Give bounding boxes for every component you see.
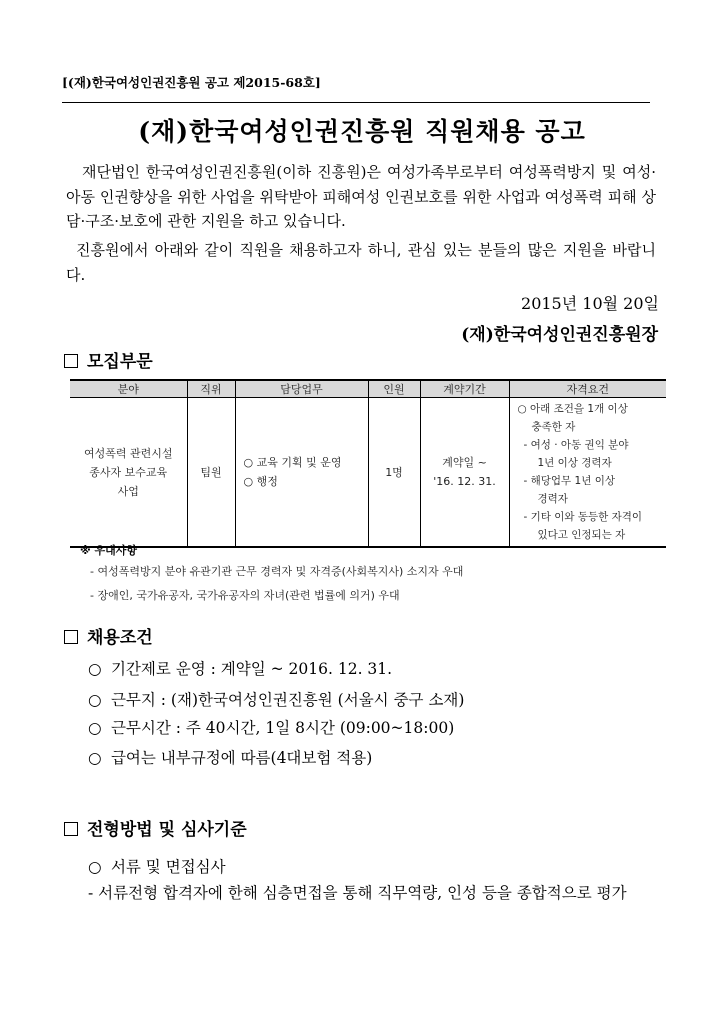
condition-text: 근무지 : (재)한국여성인권진흥원 (서울시 중구 소재) [110, 691, 465, 709]
section-heading-conditions-text: 채용조건 [87, 628, 153, 648]
column-header: 직위 [187, 380, 235, 398]
selection-item [88, 855, 226, 877]
requirement-line: - 기타 이와 동등한 자격이 [523, 511, 643, 523]
condition-text: 기간제로 운영 : 계약일 ~ 2016. 12. 31. [110, 660, 393, 678]
cell-position: 팀원 [187, 398, 235, 548]
condition-item [88, 746, 372, 768]
circle-bullet-icon: ○ [88, 691, 102, 709]
notice-number: [(재)한국여성인권진흥원 공고 제2015-68호] [62, 75, 321, 90]
header-divider [62, 102, 650, 103]
contract-line: 계약일 ~ [442, 456, 487, 469]
table-header-row [70, 380, 666, 398]
column-header: 인원 [368, 380, 420, 398]
checkbox-square-icon [64, 630, 78, 644]
requirement-line: ○ 아래 조건을 1개 이상 [517, 403, 628, 415]
section-heading-selection [64, 815, 247, 840]
circle-bullet-icon: ○ [88, 660, 102, 678]
condition-item [88, 716, 454, 738]
cell-requirements [509, 398, 666, 548]
page-title: (재)한국여성인권진흥원 직원채용 공고 [138, 117, 586, 146]
preference-heading: ※ 우대사항 [80, 544, 138, 557]
contract-line: '16. 12. 31. [433, 475, 496, 488]
condition-item [88, 657, 392, 679]
section-heading-recruit [64, 347, 153, 372]
field-line: 종사자 보수교육 [89, 465, 168, 479]
checkbox-square-icon [64, 822, 78, 836]
column-header: 계약기간 [420, 380, 509, 398]
cell-headcount: 1명 [368, 398, 420, 548]
circle-bullet-icon: ○ [88, 719, 102, 737]
table-row [70, 398, 666, 548]
cell-field [70, 398, 187, 548]
field-line: 여성폭력 관련시설 [83, 446, 173, 460]
intro-paragraph-2: 진흥원에서 아래와 같이 직원을 채용하고자 하니, 관심 있는 분들의 많은 지원을 바랍니다. [66, 241, 656, 284]
requirement-line: - 해당업무 1년 이상 [523, 475, 615, 487]
preference-item: - 여성폭력방지 분야 유관기관 근무 경력자 및 자격증(사회복지사) 소지자 우대 [90, 565, 464, 578]
section-heading-selection-text: 전형방법 및 심사기준 [87, 820, 247, 840]
field-line: 사업 [117, 484, 139, 498]
selection-text: 서류 및 면접심사 [110, 858, 226, 876]
condition-item [88, 688, 464, 710]
section-heading-conditions [64, 623, 153, 648]
recruitment-table [70, 379, 666, 548]
cell-contract [420, 398, 509, 548]
column-header: 분야 [70, 380, 187, 398]
column-header: 자격요건 [509, 380, 666, 398]
intro-paragraph-1: 재단법인 한국여성인권진흥원(이하 진흥원)은 여성가족부로부터 여성폭력방지 및 여성·아동 인권향상을 위한 사업을 위탁받아 피해여성 인권보호를 위한 사업과 여성폭력 피해 상담·구조·보호에 관한 지원을 하고 있습니다. [66, 163, 656, 230]
duty-item: ○ 행정 [243, 475, 278, 488]
section-heading-recruit-text: 모집부문 [87, 352, 153, 372]
requirement-line: 1년 이상 경력자 [537, 457, 612, 469]
requirement-line: 충족한 자 [531, 421, 576, 433]
requirement-line: 경력자 [537, 493, 568, 505]
cell-duty [235, 398, 368, 548]
condition-text: 급여는 내부규정에 따름(4대보험 적용) [110, 749, 373, 767]
preference-item: - 장애인, 국가유공자, 국가유공자의 자녀(관련 법률에 의거) 우대 [90, 589, 400, 602]
condition-text: 근무시간 : 주 40시간, 1일 8시간 (09:00~18:00) [110, 719, 455, 737]
duty-item: ○ 교육 기획 및 운영 [243, 456, 342, 469]
requirement-line: - 여성 · 아동 권익 분야 [523, 439, 629, 451]
checkbox-square-icon [64, 354, 78, 368]
circle-bullet-icon: ○ [88, 749, 102, 767]
requirement-line: 있다고 인정되는 자 [537, 529, 626, 541]
signer-name: (재)한국여성인권진흥원장 [461, 325, 658, 345]
column-header: 담당업무 [235, 380, 368, 398]
notice-date: 2015년 10월 20일 [521, 294, 659, 313]
circle-bullet-icon: ○ [88, 858, 102, 876]
selection-detail: - 서류전형 합격자에 한해 심층면접을 통해 직무역량, 인성 등을 종합적으로 평가 [88, 884, 627, 902]
